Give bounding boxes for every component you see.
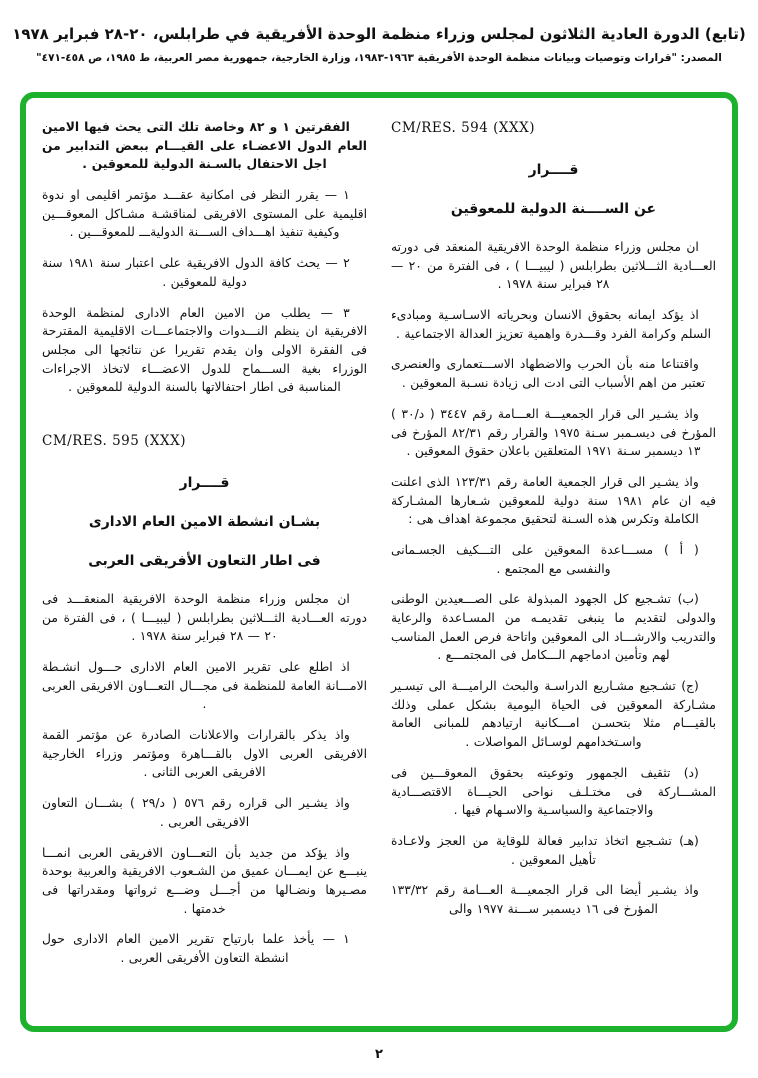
section-heading: بشـان انشطة الامين العام الادارى bbox=[88, 513, 321, 530]
paragraph: اذ اطلع على تقرير الامين العام الادارى حـــول انشـطة الامـــانة العامة للمنظمة فى مجـــال التعـــاون الافريقى العربى . bbox=[42, 660, 367, 712]
document-body bbox=[26, 98, 732, 1026]
paragraph: (هـ) تشـجيع اتخاذ تدابير فعالة للوقاية من العجز ولاعـادة تأهيل المعوقين . bbox=[391, 833, 699, 867]
column-right bbox=[391, 118, 716, 1016]
paragraph: (ب) تشـجيع كل الجهود المبذولة على الصـــعيدين الوطنى والدولى لتقديم ما ينبغى تقديمـه من المسـاعدة والرعاية والتدريب والارشـــاد الى المعوقين واتاحة فرص العمل المناسب لهم وتأمين ادماجهم الـــكامل فى المجتمـــع . bbox=[391, 592, 716, 663]
paragraph: واذ يذكر بالقرارات والاعلانات الصادرة عن مؤتمر القمة الافريقى العربى الاول بالقـــاهرة ومؤتمر وزراء الخارجية الافريقى العربى الثانى . bbox=[42, 728, 367, 780]
paragraph: واقتناعا منه بأن الحرب والاضطهاد الاســـتعمارى والعنصرى تعتبر من اهم الأسباب التى ادت الى زيادة نسـبة المعوقين . bbox=[391, 357, 706, 391]
paragraph: واذ يشـير الى قراره رقم ٥٧٦ ( د/٢٩ ) بشـــان التعاون الافريقى العربى . bbox=[42, 796, 350, 829]
resolution-ref: CM/RES. 595 (XXX) bbox=[42, 432, 186, 449]
paragraph: ١ — يقرر النظر فى امكانية عقـــد مؤتمر اقليمى او ندوة اقليمية على المستوى الافريقى لمناقشـة مشـاكل المعوقـــين وكيفية تنفيذ اهـــداف الســـنة الدوليةـــ للمعوقـــين . bbox=[42, 188, 367, 240]
source-citation: المصدر: "قرارات وتوصيات وبيانات منظمة الوحدة الأفريقية ١٩٦٣-١٩٨٣، وزارة الخارجية، جمهورية مصر العربية، ط ١٩٨٥، ص ٤٥٨-٤٧١" bbox=[36, 52, 722, 64]
session-title: (تابع) الدورة العادية الثلاثون لمجلس وزراء منظمة الوحدة الأفريقية في طرابلس، ٢٠-٢٨ فبراير ١٩٧٨ bbox=[12, 25, 746, 43]
section-heading: قــــرار bbox=[179, 474, 230, 491]
paragraph: ٢ — يحث كافة الدول الافريقية على اعتبار سنة ١٩٨١ سنة دولية للمعوقين . bbox=[42, 256, 350, 289]
paragraph: واذ يشـير أيضا الى قرار الجمعيـــة العـــامة رقم ١٣٣/٣٢ المؤرخ فى ١٦ ديسمبر ســـنة ١٩٧٧ والى bbox=[391, 883, 699, 916]
column-left bbox=[42, 118, 367, 1016]
paragraph: ( أ ) مســـاعدة المعوقين على التـــكيف الجسـمانى والنفسى مع المجتمع . bbox=[391, 542, 699, 576]
paragraph: (ج) تشـجيع مشـاريع الدراسـة والبحث الراميـــة الى تيسـير مشـاركة المعوقين فى الحياة اليومية بشكل عملى وذلك بالقيـــام مثلا بتحسـن امـــكانية ارتيادهم للمبانى العامة واسـتخدامهم لوسـائل المواصلات . bbox=[391, 679, 716, 750]
paragraph: ٣ — يطلب من الامين العام الادارى لمنظمة الوحدة الافريقية ان ينظم النـــدوات والاجتماعـــات الاقليمية المقترحة فى الفقرة الاولى وان يقدم تقريرا عن نتائجها الى مجلس الوزراء بغية الســـماح للدول الاعضـــاء لاتخاذ الاجراءات المناسبة فى اطار احتفالاتها بالسنة الدولية للمعوقين . bbox=[42, 305, 367, 395]
paragraph: (د) تثقيف الجمهور وتوعيته بحقوق المعوقـــين فى المشـــاركة فى مختـلـف نواحى الحيـــاة الاقتصـــادية والاجتماعية والسياسـية والاسـهام فيها . bbox=[391, 765, 716, 818]
page-number: ٢ bbox=[375, 1047, 383, 1062]
green-border-frame bbox=[20, 92, 738, 1032]
paragraph: ان مجلس وزراء منظمة الوحدة الافريقية المنعقـــد فى دورته العـــادية الثـــلاثين بطرابلس ( ليبيـــا ) ، فى الفترة من ٢٠ — ٢٨ فبراير سنة ١٩٧٨ . bbox=[42, 591, 367, 644]
section-heading: عن الســــنة الدولية للمعوقين bbox=[450, 201, 657, 217]
section-heading: قــــرار bbox=[528, 162, 579, 178]
paragraph: ١ — يأخذ علما بارتياح تقرير الامين العام الادارى حول انشطة التعاون الأفريقى العربى . bbox=[42, 932, 350, 965]
paragraph: اذ يؤكد ايمانه بحقوق الانسان وبحرياته الاسـاسـية ومبادىء السلم وكرامة الفرد وقـــدرة واهمية تعزيز العدالة الاجتماعية . bbox=[391, 308, 711, 341]
resolution-ref: CM/RES. 594 (XXX) bbox=[391, 120, 535, 136]
paragraph: الفقرتين ١ و ٨٢ وخاصة تلك التى يحث فيها الامين العام الدول الاعضـاء على القيـــام ببعض التدابير من اجل الاحتفال بالسـنة الدولية للمعوقين . bbox=[42, 120, 367, 172]
section-heading: فى اطار التعاون الأفريقى العربى bbox=[88, 552, 321, 569]
paragraph: واذ يؤكد من جديد بأن التعـــاون الافريقى العربى انمـــا ينبـــع عن ايمـــان عميق من الشـعوب الافريقية والعربية بوحدة مصـيرها ونضـالها من أجـــل وضـــع ثرواتها ومقدراتها فى خدمتها . bbox=[42, 845, 367, 916]
paragraph: واذ يشـير الى قرار الجمعية العامة رقم ١٢٣/٣١ الذى اعلنت فيه ان عام ١٩٨١ سنة دولية للمعوقين شـعارها المشـاركة الكاملة وتكرس هذه السـنة لتحقيق مجموعة اهداف هى : bbox=[391, 474, 716, 527]
page-header bbox=[0, 0, 758, 66]
paragraph: ان مجلس وزراء منظمة الوحدة الافريقية المنعقد فى دورته العـــادية الثـــلاثين بطرابلس ( ليبيـــا ) ، فى الفترة من ٢٠ — ٢٨ فبراير سنة ١٩٧٨ . bbox=[391, 240, 716, 292]
paragraph: واذ يشـير الى قرار الجمعيـــة العـــامة رقم ٣٤٤٧ ( د/٣٠ ) المؤرخ فى ديسـمبر سـنة ١٩٧٥ والقرار رقم ٨٢/٣١ المؤرخ فى ١٣ ديسمبر سـنة ١٩٧١ المتعلقين باعلان حقوق المعوقين . bbox=[391, 406, 716, 459]
